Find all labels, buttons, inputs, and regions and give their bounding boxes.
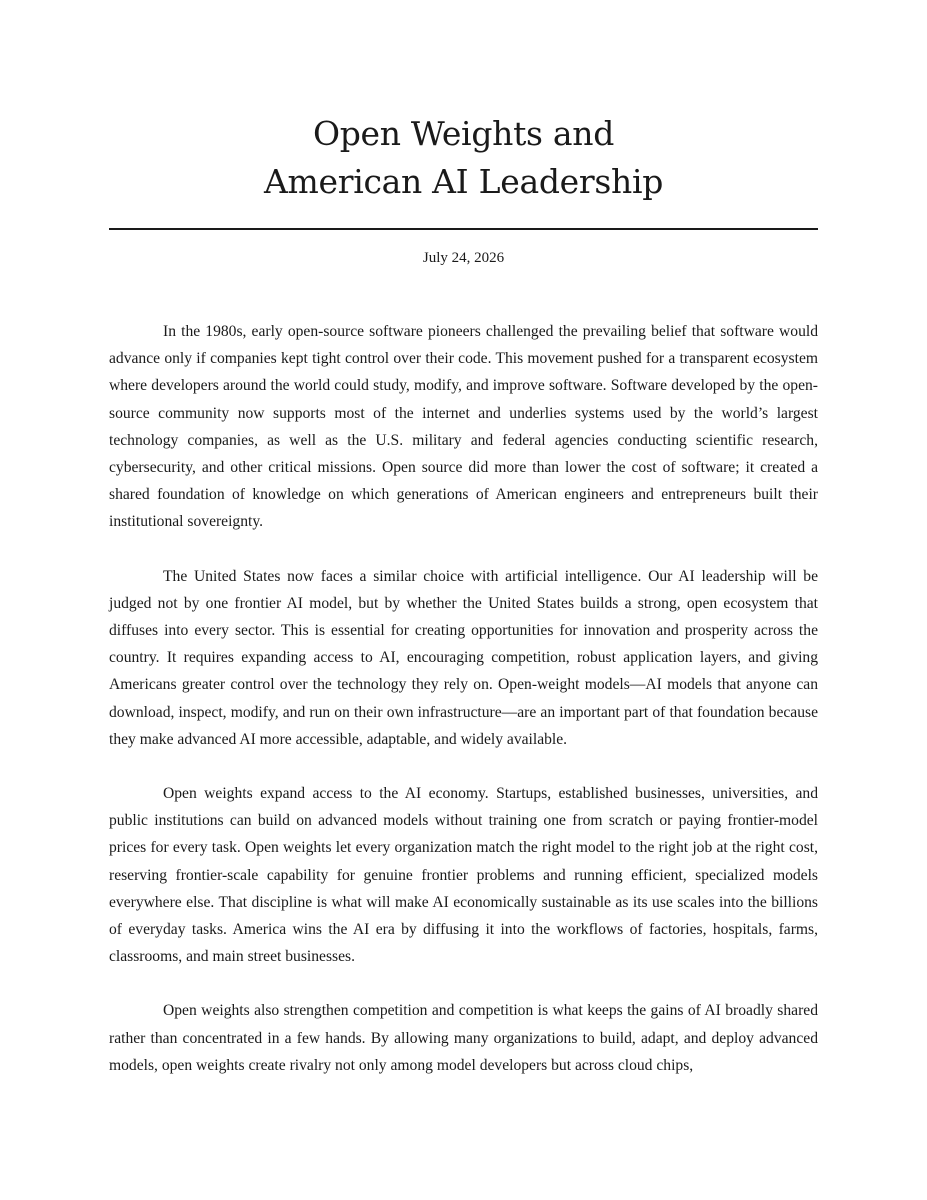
document-title [0, 110, 927, 206]
title-line-1: Open Weights and [312, 114, 615, 153]
document-body [109, 318, 818, 1106]
title-divider [109, 228, 818, 230]
paragraph-4: Open weights also strengthen competition and competition is what keeps the gains of AI broadly shared rather than concentrated in a few hands. By allowing many organizations to build, adapt, and deploy advanced models, open weights create rivalry not only among model developers but across cloud chips, [109, 1002, 818, 1074]
paragraph-3: Open weights expand access to the AI economy. Startups, established businesses, universities, and public institutions can build on advanced models without training one from scratch or paying frontier-model prices for every task. Open weights let every organization match the right model to the right job at the right cost, reserving frontier-scale capability for genuine frontier problems and running efficient, specialized models everywhere else. That discipline is what will make AI economically sustainable as its use scales into the billions of everyday tasks. America wins the AI era by diffusing it into the workflows of factories, hospitals, farms, classrooms, and main street businesses. [109, 785, 818, 966]
publication-date: July 24, 2026 [422, 250, 505, 266]
paragraph-1: In the 1980s, early open-source software pioneers challenged the prevailing belief that software would advance only if companies kept tight control over their code. This movement pushed for a transparent ecosystem where developers around the world could study, modify, and improve software. Software developed by the open-source community now supports most of the internet and underlies systems used by the world’s largest technology companies, as well as the U.S. military and federal agencies conducting scientific research, cybersecurity, and other critical missions. Open source did more than lower the cost of software; it created a shared foundation of knowledge on which generations of American engineers and entrepreneurs built their institutional sovereignty. [109, 323, 818, 531]
paragraph-2: The United States now faces a similar choice with artificial intelligence. Our AI leadership will be judged not by one frontier AI model, but by whether the United States builds a strong, open ecosystem that diffuses into every sector. This is essential for creating opportunities for innovation and prosperity across the country. It requires expanding access to AI, encouraging competition, robust application layers, and giving Americans greater control over the technology they rely on. Open-weight models—AI models that anyone can download, inspect, modify, and run on their own infrastructure—are an important part of that foundation because they make advanced AI more accessible, adaptable, and widely available. [109, 567, 818, 748]
title-line-2: American AI Leadership [263, 162, 664, 201]
